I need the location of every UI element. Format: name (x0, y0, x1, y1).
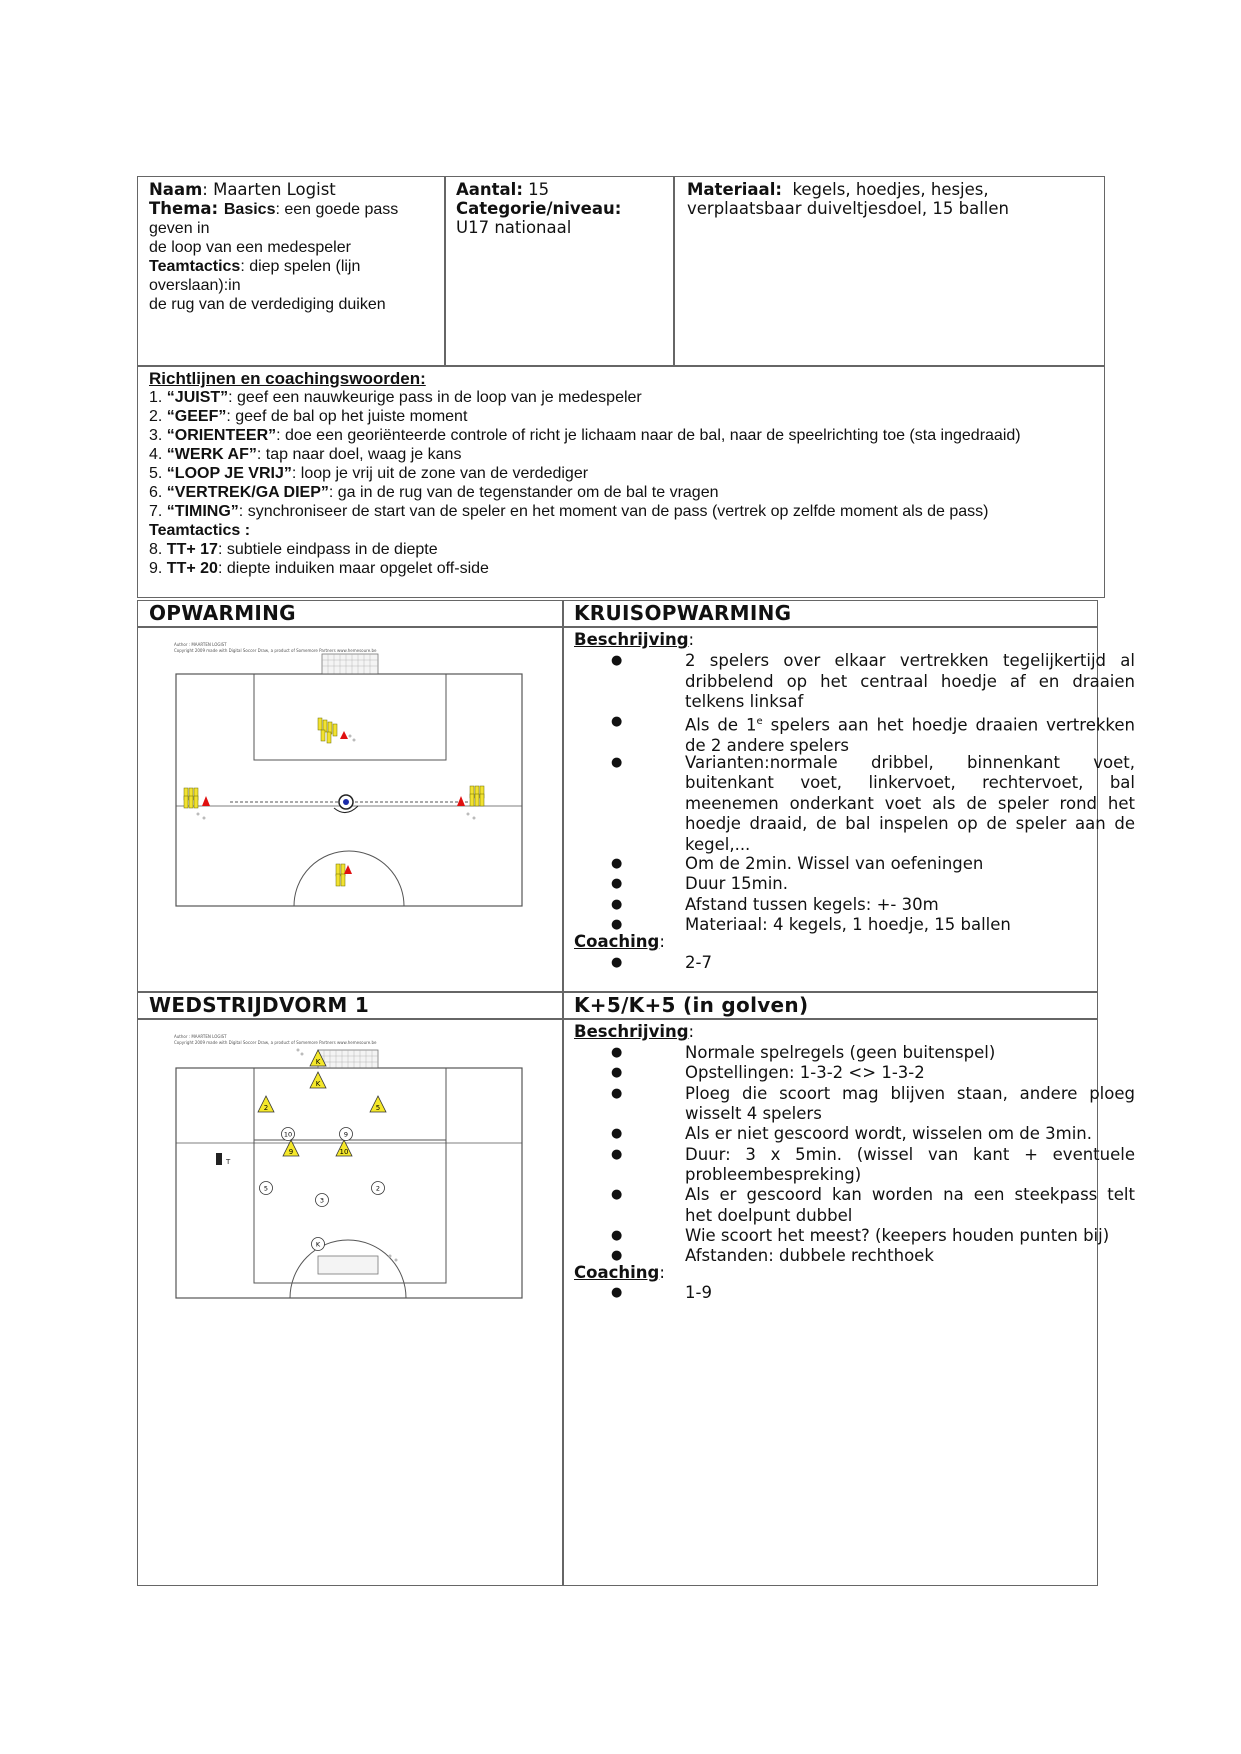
yellow-player-label: 2 (263, 1104, 269, 1112)
bullet-icon: ● (611, 1285, 623, 1300)
yellow-player-label: 10 (339, 1148, 349, 1156)
teamtactics-text-2: overslaan):in (149, 277, 241, 294)
white-player-label: 9 (343, 1130, 349, 1139)
wedstrijdvorm-diagram (170, 1028, 540, 1308)
teamtactics-title: Teamtactics : (149, 522, 251, 539)
thema-basics: Basics (223, 201, 276, 218)
teamtactics-text-3: de rug van de verdediging duiken (149, 296, 386, 313)
naam-value: : Maarten Logist (202, 180, 336, 199)
richtlijnen-title: Richtlijnen en coachingswoorden: (149, 369, 426, 388)
diagram-author: Author : MAARTEN LOGIST (174, 642, 227, 647)
richtlijn-item: 5. “LOOP JE VRIJ”: loop je vrij uit de zone van de verdediger (149, 465, 589, 482)
coaching-label-1: Coaching (574, 932, 660, 951)
white-player-label: 2 (375, 1184, 381, 1193)
bullet-icon: ● (611, 1248, 623, 1263)
bullet-icon: ● (611, 1045, 623, 1060)
white-player-label: 5 (263, 1184, 269, 1193)
bullet-icon: ● (611, 916, 623, 932)
header-cell-aantal (456, 180, 668, 237)
opwarming-title: OPWARMING (149, 601, 296, 625)
trainer-label: T (226, 1158, 231, 1166)
k5-title: K+5/K+5 (in golven) (574, 993, 809, 1017)
yellow-player-label: 5 (375, 1104, 381, 1112)
coaching-label-2: Coaching (574, 1263, 660, 1282)
coaching-keyword: “ORIENTEER” (166, 427, 277, 444)
coaching-keyword: “LOOP JE VRIJ” (166, 465, 292, 482)
materiaal-label: Materiaal: (687, 180, 782, 199)
bullet-icon: ● (611, 754, 623, 770)
coaching-keyword: “VERTREK/GA DIEP” (166, 484, 329, 501)
bullet-icon: ● (611, 1085, 623, 1101)
diagram-copyright-2: Copyright 2009 made with Digital Soccer Draw, a product of Somemore Partners www.hemesoure.be (174, 1040, 377, 1045)
coaching-keyword: “WERK AF” (166, 446, 257, 463)
thema-text-1: : een goede pass (275, 201, 399, 218)
bullet-icon: ● (611, 856, 623, 871)
coaching-keyword: “JUIST” (166, 389, 229, 406)
teamtactics-label: Teamtactics (149, 258, 241, 275)
bullet-icon: ● (611, 955, 623, 970)
bullet-icon: ● (611, 1146, 623, 1162)
coaching-keyword: TT+ 17 (166, 541, 218, 558)
thema-label: Thema: (149, 199, 224, 218)
yellow-player-label: K (315, 1080, 321, 1088)
teamtactics-text-1: : diep spelen (lijn (240, 258, 361, 275)
materiaal-value-1: kegels, hoedjes, hesjes, (781, 180, 989, 199)
bullet-icon: ● (611, 713, 623, 729)
opwarming-diagram (170, 636, 540, 916)
aantal-label: Aantal: (456, 180, 523, 199)
coaching-keyword: “GEEF” (166, 408, 227, 425)
diagram-copyright: Copyright 2009 made with Digital Soccer Draw, a product of Somemore Partners www.hemesoure.be (174, 648, 377, 653)
bullet-icon: ● (611, 653, 623, 668)
teamtactic-item: 9. TT+ 20: diepte induiken maar opgelet off-side (149, 560, 489, 577)
coaching-keyword: “TIMING” (166, 503, 239, 520)
bullet-icon: ● (611, 876, 623, 892)
white-player-label: 3 (319, 1196, 325, 1205)
diagram-author-2: Author : MAARTEN LOGIST (174, 1034, 227, 1039)
richtlijn-item: 4. “WERK AF”: tap naar doel, waag je kans (149, 446, 462, 463)
bullet-icon: ● (611, 896, 623, 912)
yellow-player-label: 9 (288, 1148, 294, 1156)
bullet-icon: ● (611, 1065, 623, 1081)
bullet-icon: ● (611, 1187, 623, 1203)
kruisopwarming-title: KRUISOPWARMING (574, 601, 792, 625)
aantal-value: 15 (522, 180, 550, 199)
richtlijn-item: 7. “TIMING”: synchroniseer de start van de speler en het moment van de pass (vertrek op zelfde moment als de pass) (149, 503, 989, 520)
header-cell-materiaal (687, 180, 1097, 218)
wedstrijdvorm-title: WEDSTRIJDVORM 1 (149, 993, 370, 1017)
bullet-icon: ● (611, 1126, 623, 1142)
categorie-label: Categorie/niveau: (456, 199, 622, 218)
bullet-icon: ● (611, 1227, 623, 1243)
thema-text-3: de loop van een medespeler (149, 239, 351, 256)
richtlijn-item: 6. “VERTREK/GA DIEP”: ga in de rug van de tegenstander om de bal te vragen (149, 484, 719, 501)
yellow-player-label: K (315, 1058, 321, 1066)
teamtactic-item: 8. TT+ 17: subtiele eindpass in de diepte (149, 541, 438, 558)
richtlijn-item: 2. “GEEF”: geef de bal op het juiste moment (149, 408, 468, 425)
white-player-label: 10 (283, 1130, 293, 1139)
richtlijn-item: 3. “ORIENTEER”: doe een georiënteerde controle of richt je lichaam naar de bal, naar de speelrichting toe (sta ingedraaid) (149, 427, 1021, 444)
white-player-label: K (315, 1240, 321, 1249)
thema-text-2: geven in (149, 220, 210, 237)
richtlijnen-block (149, 369, 1099, 578)
beschrijving-label-1: Beschrijving (574, 630, 689, 649)
header-cell-naam (149, 180, 439, 314)
coaching-keyword: TT+ 20 (166, 560, 218, 577)
richtlijn-item: 1. “JUIST”: geef een nauwkeurige pass in de loop van je medespeler (149, 389, 642, 406)
naam-label: Naam (149, 180, 203, 199)
categorie-value: U17 nationaal (456, 218, 572, 237)
materiaal-value-2: verplaatsbaar duiveltjesdoel, 15 ballen (687, 199, 1009, 218)
beschrijving-label-2: Beschrijving (574, 1022, 689, 1041)
